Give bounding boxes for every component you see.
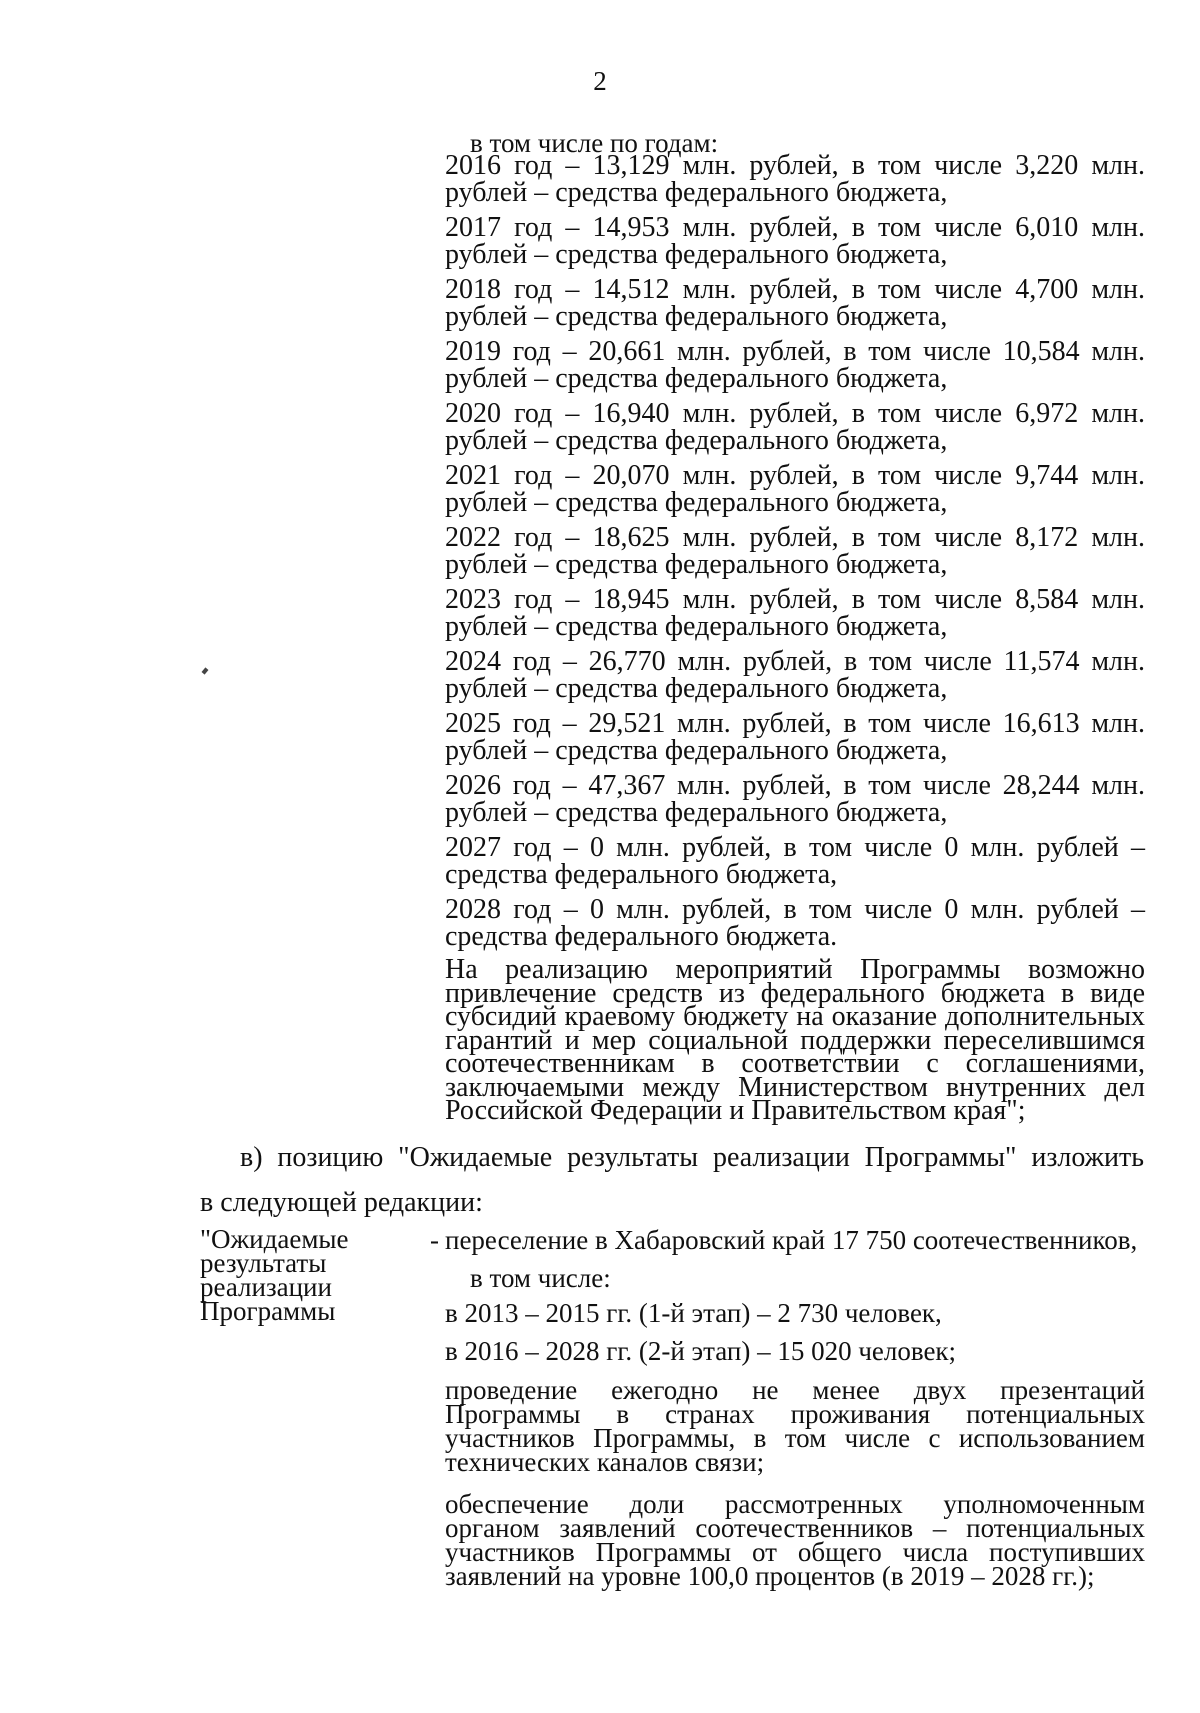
paragraph-line: Российской Федерации и Правительством края"; [445, 1095, 1026, 1126]
year-line: 2027 год – 0 млн. рублей, в том числе 0 млн. рублей – [445, 832, 1145, 863]
dash-separator: - [430, 1225, 439, 1255]
result-line: органом заявлений соотечественников – потенциальных [445, 1513, 1145, 1543]
federal-subsidy-paragraph [445, 954, 1145, 1126]
result-presentations [445, 1375, 1145, 1477]
year-entry [445, 524, 1145, 578]
year-line: 2024 год – 26,770 млн. рублей, в том числе 11,574 млн. [445, 646, 1145, 677]
result-line: участников Программы от общего числа поступивших [445, 1537, 1145, 1567]
year-entry [445, 338, 1145, 392]
result-line: обеспечение доли рассмотренных уполномоченным [445, 1489, 1145, 1519]
year-entry [445, 214, 1145, 268]
result-line: переселение в Хабаровский край 17 750 соотечественников, [445, 1225, 1138, 1255]
year-line-2: средства федерального бюджета, [445, 859, 838, 890]
year-entry [445, 896, 1145, 950]
year-line-2: рублей – средства федерального бюджета, [445, 363, 948, 394]
year-line-2: средства федерального бюджета. [445, 921, 838, 952]
year-entry [445, 462, 1145, 516]
year-line-2: рублей – средства федерального бюджета, [445, 735, 948, 766]
year-line-2: рублей – средства федерального бюджета, [445, 177, 948, 208]
year-line-2: рублей – средства федерального бюджета, [445, 239, 948, 270]
result-line: проведение ежегодно не менее двух презентаций [445, 1375, 1145, 1405]
result-line: в том числе: [470, 1263, 611, 1293]
year-line-2: рублей – средства федерального бюджета, [445, 425, 948, 456]
paragraph-line: соотечественникам в соответствии с соглашениями, [445, 1048, 1145, 1079]
year-line: 2023 год – 18,945 млн. рублей, в том числе 8,584 млн. [445, 584, 1145, 615]
label-line: Программы [200, 1296, 336, 1326]
year-line-2: рублей – средства федерального бюджета, [445, 797, 948, 828]
label-line: результаты [200, 1248, 327, 1278]
year-line: 2022 год – 18,625 млн. рублей, в том числе 8,172 млн. [445, 522, 1145, 553]
year-line-2: рублей – средства федерального бюджета, [445, 673, 948, 704]
year-entry [445, 152, 1145, 206]
by-years-heading: в том числе по годам: [470, 128, 719, 158]
paragraph-line: привлечение средств из федерального бюджета в виде [445, 977, 1145, 1009]
funding-by-year-list [445, 150, 1145, 1126]
scan-speck [202, 667, 209, 674]
result-including [470, 1263, 1170, 1294]
result-stage-1 [445, 1298, 1145, 1329]
year-line: 2026 год – 47,367 млн. рублей, в том числе 28,244 млн. [445, 770, 1145, 801]
year-line: 2021 год – 20,070 млн. рублей, в том числе 9,744 млн. [445, 460, 1145, 491]
paragraph-line: гарантий и мер социальной поддержки переселившимся [445, 1024, 1145, 1056]
result-line: Программы в странах проживания потенциальных [445, 1399, 1145, 1429]
label-line: реализации [200, 1272, 332, 1302]
year-line: 2016 год – 13,129 млн. рублей, в том числе 3,220 млн. [445, 150, 1145, 181]
label-line: "Ожидаемые [200, 1224, 349, 1254]
year-line: 2019 год – 20,661 млн. рублей, в том числе 10,584 млн. [445, 336, 1145, 367]
year-line: 2028 год – 0 млн. рублей, в том числе 0 млн. рублей – [445, 894, 1145, 925]
year-entry [445, 772, 1145, 826]
expected-results-label [200, 1224, 430, 1326]
year-entry [445, 400, 1145, 454]
year-line: 2017 год – 14,953 млн. рублей, в том числе 6,010 млн. [445, 212, 1145, 243]
subitem-b-line: в) позицию "Ожидаемые результаты реализации Программы" изложить [240, 1142, 1144, 1173]
year-line: 2018 год – 14,512 млн. рублей, в том числе 4,700 млн. [445, 274, 1145, 305]
result-line: заявлений на уровне 100,0 процентов (в 2019 – 2028 гг.); [445, 1561, 1095, 1591]
year-entry [445, 586, 1145, 640]
year-line-2: рублей – средства федерального бюджета, [445, 301, 948, 332]
year-entry [445, 276, 1145, 330]
year-entry [445, 834, 1145, 888]
year-entry [445, 710, 1145, 764]
result-line: технических каналов связи; [445, 1447, 765, 1477]
result-line: в 2016 – 2028 гг. (2-й этап) – 15 020 человек; [445, 1336, 957, 1366]
paragraph-line: заключаемыми между Министерством внутренних дел [445, 1071, 1145, 1103]
result-stage-2 [445, 1336, 1145, 1367]
result-line: в 2013 – 2015 гг. (1-й этап) – 2 730 человек, [445, 1298, 942, 1328]
result-applications [445, 1489, 1145, 1591]
year-line: 2020 год – 16,940 млн. рублей, в том числе 6,972 млн. [445, 398, 1145, 429]
year-line-2: рублей – средства федерального бюджета, [445, 487, 948, 518]
year-line: 2025 год – 29,521 млн. рублей, в том числе 16,613 млн. [445, 708, 1145, 739]
page-number: 2 [593, 66, 607, 96]
result-resettlement [445, 1225, 1145, 1256]
year-entry [445, 648, 1145, 702]
result-line: участников Программы, в том числе с использованием [445, 1423, 1145, 1453]
paragraph-line: На реализацию мероприятий Программы возможно [445, 954, 1145, 985]
paragraph-line: субсидий краевому бюджету на оказание дополнительных [445, 1001, 1145, 1032]
subitem-b-line-2: в следующей редакции: [200, 1187, 483, 1218]
year-line-2: рублей – средства федерального бюджета, [445, 611, 948, 642]
year-line-2: рублей – средства федерального бюджета, [445, 549, 948, 580]
